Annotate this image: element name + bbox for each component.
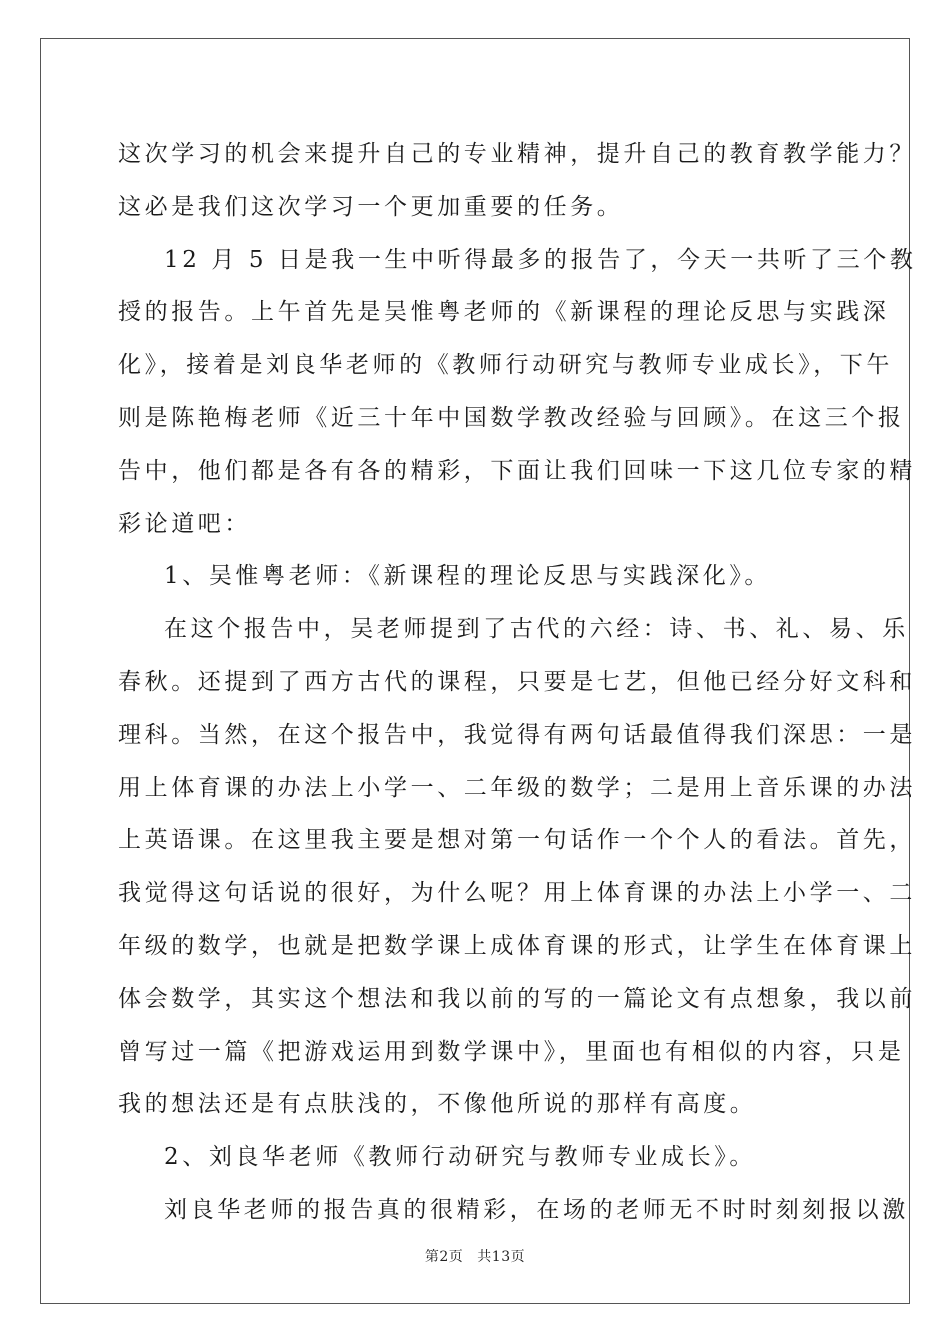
text-line: 2、刘良华老师《教师行动研究与教师专业成长》。 <box>164 1144 756 1171</box>
page-total: 共13页 <box>477 1249 526 1265</box>
text-line: 刘良华老师的报告真的很精彩，在场的老师无不时时刻刻报以激 <box>164 1196 909 1223</box>
text-line: 12 月 5 日是我一生中听得最多的报告了，今天一共听了三个教 <box>164 246 917 273</box>
page-number: 第2页 <box>424 1249 464 1265</box>
text-line: 授的报告。上午首先是吴惟粤老师的《新课程的理论反思与实践深 <box>118 299 890 326</box>
text-line: 彩论道吧： <box>118 510 251 537</box>
text-line: 春秋。还提到了西方古代的课程，只要是七艺，但他已经分好文科和 <box>118 668 916 695</box>
text-line: 这必是我们这次学习一个更加重要的任务。 <box>118 193 624 220</box>
text-line: 在这个报告中，吴老师提到了古代的六经：诗、书、礼、易、乐 <box>164 616 909 643</box>
text-line: 用上体育课的办法上小学一、二年级的数学；二是用上音乐课的办法 <box>118 774 916 801</box>
text-line: 曾写过一篇《把游戏运用到数学课中》，里面也有相似的内容，只是 <box>118 1038 905 1065</box>
text-line: 1、吴惟粤老师：《新课程的理论反思与实践深化》。 <box>164 563 772 590</box>
text-line: 我的想法还是有点肤浅的，不像他所说的那样有高度。 <box>118 1091 757 1118</box>
text-line: 则是陈艳梅老师《近三十年中国数学教改经验与回顾》。在这三个报 <box>118 404 905 431</box>
text-line: 告中，他们都是各有各的精彩，下面让我们回味一下这几位专家的精 <box>118 457 916 484</box>
text-line: 理科。当然，在这个报告中，我觉得有两句话最值得我们深思：一是 <box>118 721 916 748</box>
text-line: 上英语课。在这里我主要是想对第一句话作一个个人的看法。首先， <box>118 827 916 854</box>
document-body <box>118 128 917 1237</box>
page-footer <box>0 1246 950 1266</box>
text-line: 化》，接着是刘良华老师的《教师行动研究与教师专业成长》，下午 <box>118 352 893 379</box>
text-line: 我觉得这句话说的很好，为什么呢？用上体育课的办法上小学一、二 <box>118 880 916 907</box>
text-line: 年级的数学，也就是把数学课上成体育课的形式，让学生在体育课上 <box>118 932 916 959</box>
text-line: 体会数学，其实这个想法和我以前的写的一篇论文有点想象，我以前 <box>118 985 916 1012</box>
text-line: 这次学习的机会来提升自己的专业精神，提升自己的教育教学能力？ <box>118 141 916 167</box>
